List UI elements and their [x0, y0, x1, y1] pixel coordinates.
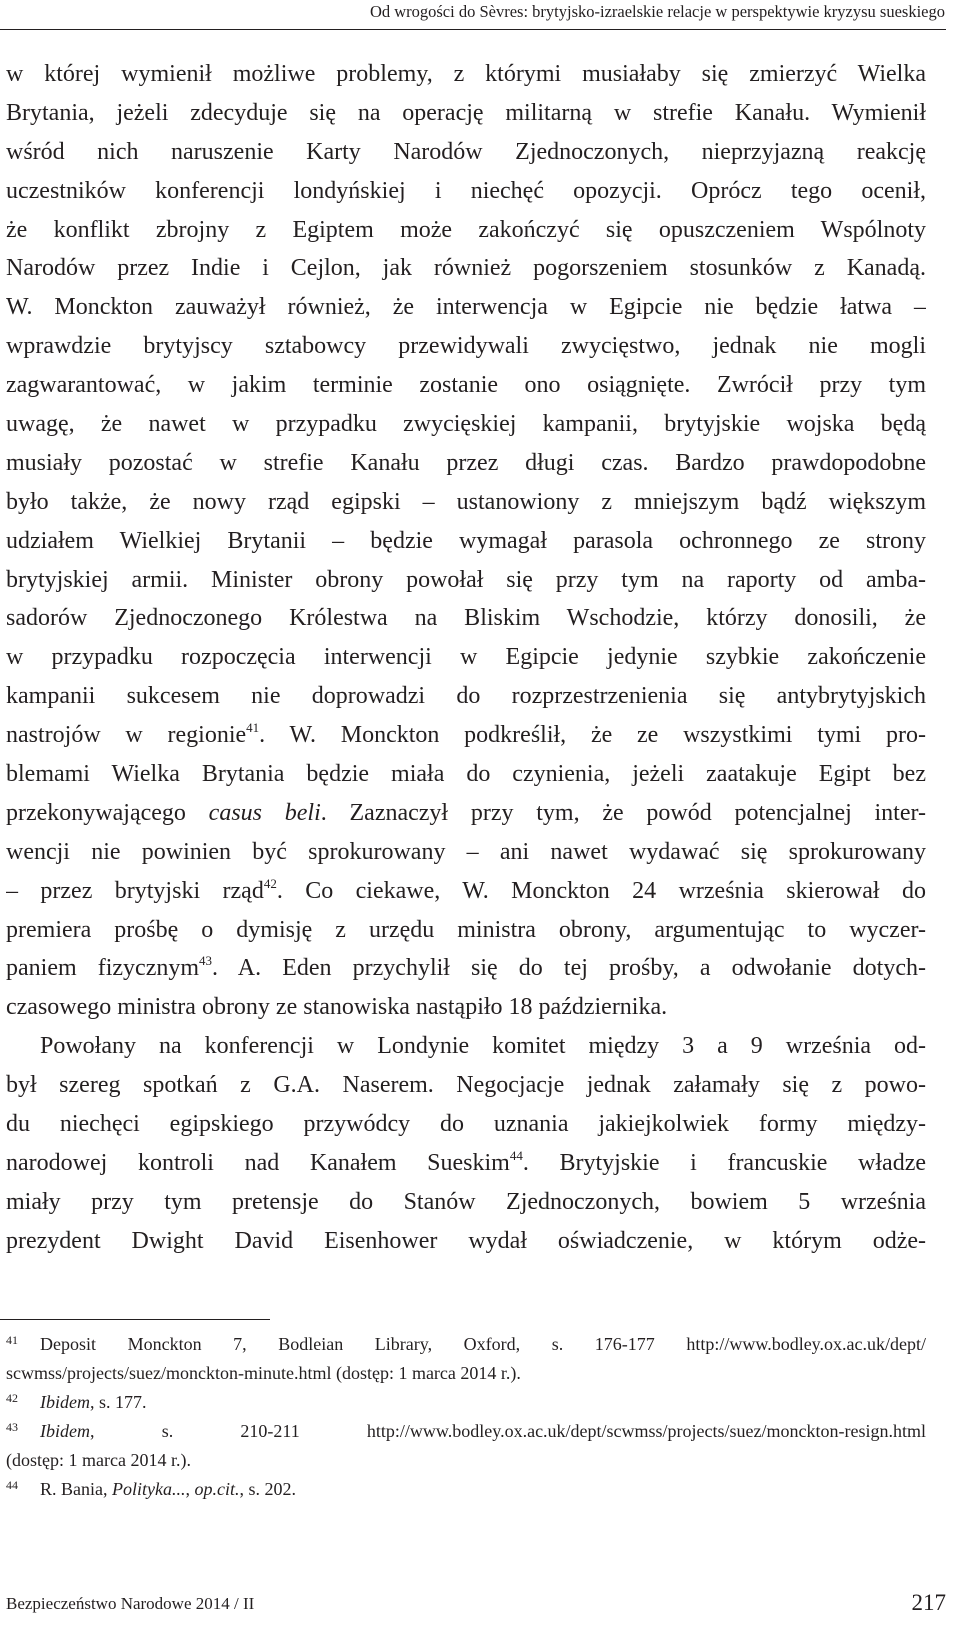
footnote-text: , — [185, 1479, 195, 1499]
footnote-ref-43[interactable]: 43 — [199, 953, 213, 969]
text-line: miały przy tym pretensje do Stanów Zjednoczonych, bowiem 5 września — [6, 1188, 926, 1215]
text-line: że konflikt zbrojny z Egiptem może zakończyć się opuszczeniem Wspólnoty — [6, 216, 926, 243]
footnote-italic: Polityka... — [112, 1479, 186, 1499]
text-line: wśród nich naruszenie Karty Narodów Zjednoczonych, nieprzyjazną reakcję — [6, 138, 926, 165]
main-text — [6, 55, 926, 1261]
footnote-44: $^{44}$ R. Bania, Polityka..., op.cit., s. 202. — [6, 1478, 296, 1499]
journal-title: Bezpieczeństwo Narodowe 2014 / II — [6, 1594, 255, 1613]
footnote-italic: Ibidem — [40, 1421, 90, 1441]
footnote-41-cont: scwmss/projects/suez/monckton-minute.html (dostęp: 1 marca 2014 r.). — [6, 1363, 521, 1383]
text-line: sadorów Zjednoczonego Królestwa na Bliskim Wschodzie, którzy donosili, że — [6, 605, 926, 632]
footnote-text: , s. 177. — [89, 1392, 147, 1412]
text-segment: nastrojów w regionie — [6, 722, 247, 749]
footnote-rule — [0, 1319, 270, 1320]
footnotes — [6, 1330, 926, 1504]
footnote-text: , s. 210-211 http://www.bodley.ox.ac.uk/dept/scwmss/projects/suez/monckton-resign.html — [89, 1421, 926, 1441]
text-line: Narodów przez Indie i Cejlon, jak również pogorszeniem stosunków z Kanadą. — [6, 255, 926, 282]
running-head — [0, 0, 960, 32]
text-line: uczestników konferencji londyńskiej i niechęć opozycji. Oprócz tego ocenił, — [6, 177, 926, 204]
footnote-ref-42[interactable]: 42 — [263, 875, 277, 891]
footnote-43-cont: (dostęp: 1 marca 2014 r.). — [6, 1450, 191, 1470]
text-segment: paniem fizycznym — [6, 955, 200, 982]
text-line: wprawdzie brytyjscy sztabowcy przewidywali zwycięstwo, jednak nie mogli — [6, 333, 926, 360]
text-line: Brytania, jeżeli zdecyduje się na operację militarną w strefie Kanału. Wymienił — [6, 99, 926, 126]
footnote-italic: op.cit. — [194, 1479, 240, 1499]
text-line: uwagę, że nawet w przypadku zwycięskiej kampanii, brytyjskie wojska będą — [6, 411, 926, 438]
text-line: było także, że nowy rząd egipski – ustanowiony z mniejszym bądź większym — [6, 488, 926, 515]
footnote-41: $^{41}$ Deposit Monckton 7, Bodleian Library, Oxford, s. 176-177 http://www.bodley.ox.ac.uk/dept/ — [6, 1333, 926, 1354]
footnote-italic: Ibidem — [40, 1392, 90, 1412]
text-line — [6, 794, 926, 833]
footnote-ref-41[interactable]: 41 — [246, 720, 260, 736]
page-footer — [6, 1590, 946, 1620]
text-line: był szereg spotkań z G.A. Naserem. Negocjacje jednak załamały się z powo- — [6, 1072, 926, 1099]
text-line: du niechęci egipskiego przywódcy do uznania jakiejkolwiek formy między- — [6, 1111, 926, 1138]
text-line: W. Monckton zauważył również, że interwencja w Egipcie nie będzie łatwa – — [6, 294, 926, 321]
footnote-text: , s. 202. — [239, 1479, 296, 1499]
footnote-ref-44[interactable]: 44 — [509, 1147, 523, 1163]
text-line: w przypadku rozpoczęcia interwencji w Egipcie jedynie szybkie zakończenie — [6, 644, 926, 671]
italic-term: casus beli — [208, 799, 321, 826]
footnote-text: Deposit Monckton 7, Bodleian Library, Oxford, s. 176-177 http://www.bodley.ox.ac.uk/dept/ — [40, 1334, 926, 1354]
text-segment: . Co ciekawe, W. Monckton 24 września skierował do — [276, 877, 926, 904]
text-line — [6, 1144, 926, 1183]
text-segment: przekonywającego — [6, 799, 209, 826]
text-line: blemami Wielka Brytania będzie miała do czynienia, jeżeli zaatakuje Egipt bez — [6, 761, 926, 788]
text-line: czasowego ministra obrony ze stanowiska nastąpiło 18 października. — [6, 994, 668, 1021]
text-segment: narodowej kontroli nad Kanałem Sueskim — [6, 1149, 510, 1176]
text-segment: . W. Monckton podkreślił, że ze wszystkimi tymi pro- — [259, 722, 926, 749]
text-line: kampanii sukcesem nie doprowadzi do rozprzestrzenienia się antybrytyjskich — [6, 683, 926, 710]
text-line: zagwarantować, w jakim terminie zostanie ono osiągnięte. Zwrócił przy tym — [6, 372, 926, 399]
text-line: udziałem Wielkiej Brytanii – będzie wymagał parasola ochronnego ze strony — [6, 527, 926, 554]
text-line: brytyjskiej armii. Minister obrony powołał się przy tym na raporty od amba- — [6, 566, 926, 593]
footnote-43: $^{43}$ Ibidem, s. 210-211 http://www.bodley.ox.ac.uk/dept/scwmss/projects/suez/monckton-resign.html — [6, 1420, 926, 1441]
text-line: wencji nie powinien być sprokurowany – ani nawet wydawać się sprokurowany — [6, 838, 926, 865]
header-rule — [0, 29, 946, 30]
text-segment: . Zaznaczył przy tym, że powód potencjalnej inter- — [320, 799, 926, 826]
text-line: prezydent Dwight David Eisenhower wydał oświadczenie, w którym odże- — [6, 1227, 926, 1254]
text-line: musiały pozostać w strefie Kanału przez długi czas. Bardzo prawdopodobne — [6, 449, 926, 476]
text-line — [6, 949, 926, 988]
text-line — [6, 872, 926, 911]
text-segment: . A. Eden przychylił się do tej prośby, a odwołanie dotych- — [212, 955, 926, 982]
text-segment: . Brytyjskie i francuskie władze — [522, 1149, 926, 1176]
text-segment: – przez brytyjski rząd — [6, 877, 264, 904]
text-line — [6, 716, 926, 755]
text-line: Powołany na konferencji w Londynie komitet między 3 a 9 września od- — [40, 1033, 926, 1060]
running-head-title: Od wrogości do Sèvres: brytyjsko-izraelskie relacje w perspektywie kryzysu sueskiego — [369, 2, 945, 21]
text-line: w której wymienił możliwe problemy, z którymi musiałaby się zmierzyć Wielka — [6, 61, 926, 87]
footnote-42: $^{42}$ Ibidem, s. 177. — [6, 1391, 147, 1412]
page-number: 217 — [911, 1590, 946, 1615]
footnote-text: R. Bania, — [40, 1479, 112, 1499]
text-line: premiera prośbę o dymisję z urzędu ministra obrony, argumentując to wyczer- — [6, 916, 926, 943]
